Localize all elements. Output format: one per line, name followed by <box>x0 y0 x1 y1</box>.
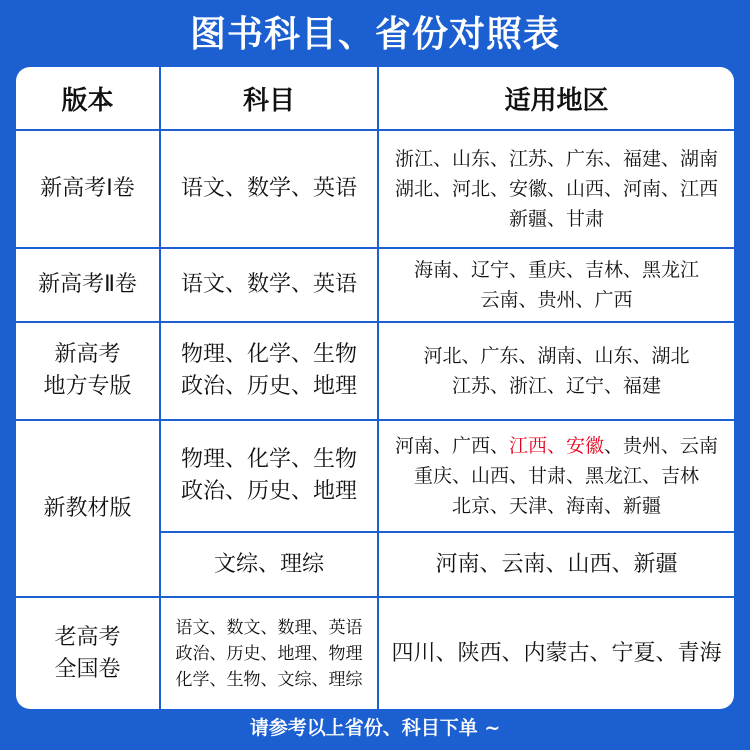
subject-cell <box>160 248 378 322</box>
version-cell <box>16 248 160 322</box>
version-text: 新高考Ⅱ卷 <box>38 272 137 297</box>
subject-cell <box>160 130 378 248</box>
page-title: 图书科目、省份对照表 <box>189 14 560 55</box>
highlighted-region-text: 江西、安徽 <box>508 435 604 457</box>
subject-text: 语文、数文、数理、英语 <box>175 617 363 638</box>
comparison-table <box>16 67 734 709</box>
subject-text: 政治、历史、地理 <box>180 374 357 399</box>
region-cell <box>378 597 734 709</box>
region-text: 、贵州、云南 <box>604 435 719 457</box>
region-cell <box>378 248 734 322</box>
version-cell <box>16 322 160 420</box>
region-line <box>379 431 734 461</box>
version-cell <box>16 420 160 597</box>
subject-cell <box>160 532 378 597</box>
subject-text: 语文、数学、英语 <box>180 176 357 201</box>
header-region: 适用地区 <box>378 67 734 130</box>
table-header-row <box>16 67 734 130</box>
comparison-table-container <box>16 67 734 709</box>
region-line: 云南、贵州、广西 <box>480 289 633 311</box>
region-cell <box>378 420 734 532</box>
subject-text: 政治、历史、地理、物理 <box>175 643 363 664</box>
version-text: 全国卷 <box>54 656 121 682</box>
version-cell <box>16 597 160 709</box>
region-line: 河北、广东、湖南、山东、湖北 <box>423 345 690 367</box>
region-line: 河南、云南、山西、新疆 <box>435 551 678 577</box>
region-line: 浙江、山东、江苏、广东、福建、湖南 <box>394 148 718 170</box>
table-row <box>16 597 734 709</box>
region-line: 四川、陕西、内蒙古、宁夏、青海 <box>391 640 722 666</box>
subject-text: 语文、数学、英语 <box>180 272 357 297</box>
region-line: 湖北、河北、安徽、山西、河南、江西 <box>394 178 718 200</box>
region-line: 北京、天津、海南、新疆 <box>451 495 661 517</box>
region-line: 新疆、甘肃 <box>508 208 604 230</box>
version-cell <box>16 130 160 248</box>
region-cell <box>378 322 734 420</box>
header-subject: 科目 <box>160 67 378 130</box>
version-text: 地方专版 <box>43 374 132 399</box>
version-text: 新教材版 <box>43 495 132 521</box>
version-text: 老高考 <box>54 624 121 650</box>
subject-cell <box>160 420 378 532</box>
region-cell <box>378 130 734 248</box>
table-row <box>16 248 734 322</box>
subject-text: 物理、化学、生物 <box>180 447 357 472</box>
subject-text: 文综、理综 <box>213 551 324 577</box>
header-version: 版本 <box>16 67 160 130</box>
subject-text: 物理、化学、生物 <box>180 342 357 367</box>
table-row <box>16 420 734 532</box>
table-row <box>16 322 734 420</box>
version-text: 新高考Ⅰ卷 <box>40 176 135 201</box>
region-line: 重庆、山西、甘肃、黑龙江、吉林 <box>413 465 699 487</box>
footer-note: 请参考以上省份、科目下单 ~ <box>249 717 501 739</box>
region-line: 江苏、浙江、辽宁、福建 <box>451 375 661 397</box>
version-text: 新高考 <box>54 342 121 367</box>
subject-text: 化学、生物、文综、理综 <box>175 669 363 690</box>
subject-cell <box>160 322 378 420</box>
region-text: 河南、广西、 <box>394 435 509 457</box>
region-cell <box>378 532 734 597</box>
table-row <box>16 130 734 248</box>
subject-text: 政治、历史、地理 <box>180 479 357 504</box>
subject-cell <box>160 597 378 709</box>
region-line: 海南、辽宁、重庆、吉林、黑龙江 <box>413 259 699 281</box>
